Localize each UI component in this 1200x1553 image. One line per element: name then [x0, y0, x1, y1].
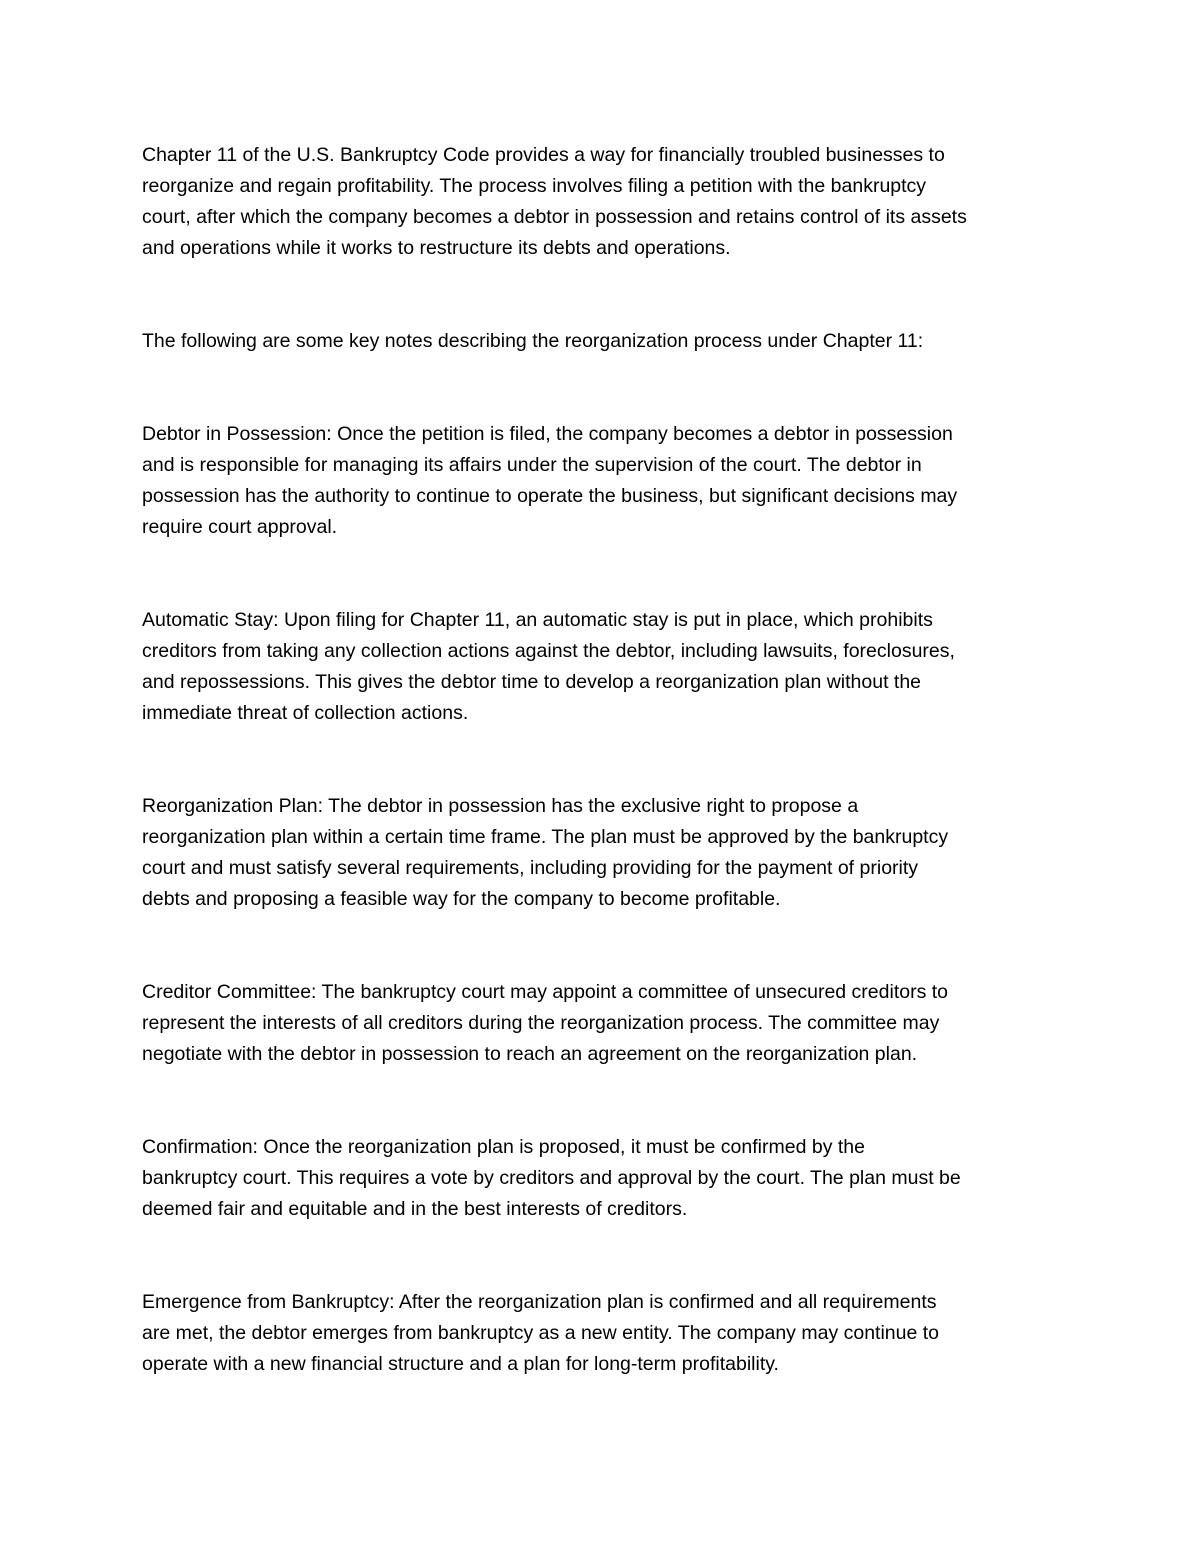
paragraph-spacer [142, 1225, 1072, 1287]
paragraph-spacer [142, 729, 1072, 791]
confirmation-paragraph: Confirmation: Once the reorganization plan is proposed, it must be confirmed by the bankruptcy court. This requires a vote by creditors and approval by the court. The plan must be deemed fair and equitable and in the best interests of creditors. [142, 1136, 961, 1220]
emergence-paragraph: Emergence from Bankruptcy: After the reorganization plan is confirmed and all requirements are met, the debtor emerges from bankruptcy as a new entity. The company may continue to operate with a new financial structure and a plan for long-term profitability. [142, 1291, 940, 1375]
automatic-stay-paragraph: Automatic Stay: Upon filing for Chapter 11, an automatic stay is put in place, which prohibits creditors from taking any collection actions against the debtor, including lawsuits, foreclosures, and repossessions. This gives the debtor time to develop a reorganization plan without the immediate threat of collection actions. [142, 609, 955, 724]
paragraph-spacer [142, 1070, 1072, 1132]
intro-paragraph: Chapter 11 of the U.S. Bankruptcy Code provides a way for financially troubled businesses to reorganize and regain profitability. The process involves filing a petition with the bankruptcy court, after which the company becomes a debtor in possession and retains control of its assets and operations while it works to restructure its debts and operations. [142, 144, 967, 259]
reorganization-plan-paragraph: Reorganization Plan: The debtor in possession has the exclusive right to propose a reorganization plan within a certain time frame. The plan must be approved by the bankruptcy court and must satisfy several requirements, including providing for the payment of priority debts and proposing a feasible way for the company to become profitable. [142, 795, 949, 910]
paragraph-spacer [142, 357, 1072, 419]
paragraph-spacer [142, 264, 1072, 326]
creditor-committee-paragraph: Creditor Committee: The bankruptcy court may appoint a committee of unsecured creditors to represent the interests of all creditors during the reorganization process. The committee may negotiate with the debtor in possession to reach an agreement on the reorganization plan. [142, 981, 949, 1065]
debtor-in-possession-paragraph: Debtor in Possession: Once the petition is filed, the company becomes a debtor in possession and is responsible for managing its affairs under the supervision of the court. The debtor in possession has the authority to continue to operate the business, but significant decisions may require court approval. [142, 423, 958, 538]
paragraph-spacer [142, 543, 1072, 605]
paragraph-spacer [142, 915, 1072, 977]
document-page [142, 140, 1072, 1380]
key-notes-heading: The following are some key notes describing the reorganization process under Chapter 11: [142, 330, 924, 352]
